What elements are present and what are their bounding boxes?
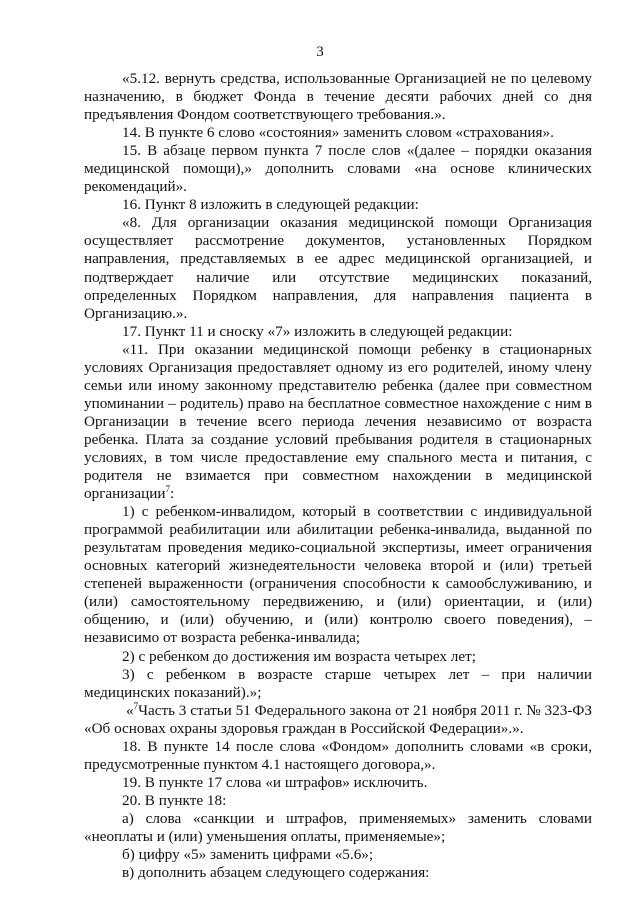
document-body [84, 70, 592, 882]
paragraph-text: 18. В пункте 14 после слова «Фондом» дополнить словами «в сроки, предусмотренные пунктом 4.1 настоящего договора,». [84, 737, 592, 773]
paragraph-text: 20. В пункте 18: [122, 791, 227, 809]
footnote-paragraph [84, 702, 592, 738]
paragraph-text: «5.12. вернуть средства, использованные Организацией не по целевому назначению, в бюджет Фонда в течение десяти рабочих дней со дня предъявления Фондом соответствующего требования.». [84, 70, 592, 124]
paragraph [84, 738, 592, 774]
paragraph-text: «8. Для организации оказания медицинской помощи Организация осуществляет рассмотрение документов, установленных Порядком направления, представляемых в ее адрес медицинской организацией, и подтверждает наличие или отсутствие медицинских показаний, определенных Порядком направления, для направления пациента в Организацию.». [84, 214, 592, 322]
list-item [84, 503, 592, 647]
paragraph [84, 323, 592, 341]
footnote-marker: 7 [165, 484, 171, 495]
paragraph-text: 3) с ребенком в возрасте старше четырех лет – при наличии медицинских показаний).»; [84, 665, 592, 701]
footnote-text: Часть 3 статьи 51 Федерального закона от 21 ноября 2011 г. № 323-ФЗ «Об основах охраны здоровья граждан в Российской Федерации».». [84, 701, 592, 737]
paragraph [84, 792, 592, 810]
list-item [84, 648, 592, 666]
paragraph-text: 17. Пункт 11 и сноску «7» изложить в следующей редакции: [122, 322, 513, 340]
footnote-quote: « [126, 701, 134, 719]
paragraph-text: 2) с ребенком до достижения им возраста четырех лет; [122, 647, 476, 665]
paragraph-text: «11. При оказании медицинской помощи ребенку в стационарных условиях Организация предоставляет одному из его родителей, иному члену семьи или иному законному представителю ребенка (далее при совместном упоминании – родитель) право на бесплатное совместное нахождение с ним в Организации в течение всего периода лечения независимо от возраста ребенка. Плата за создание условий пребывания родителя в стационарных условиях, в том числе предоставление ему спального места и питания, с родителя не взимается при совместном нахождении в медицинской организации [84, 340, 592, 503]
paragraph [84, 196, 592, 214]
paragraph-text: 14. В пункте 6 слово «состояния» заменить словом «страхования». [122, 124, 554, 142]
list-item [84, 846, 592, 864]
list-item [84, 810, 592, 846]
paragraph-text: 15. В абзаце первом пункта 7 после слов «(далее – порядки оказания медицинской помощи),» дополнить словами «на основе клинических рекомендаций». [84, 142, 592, 196]
paragraph-text-tail: : [170, 485, 175, 503]
list-item [84, 864, 592, 882]
list-item [84, 666, 592, 702]
paragraph [84, 142, 592, 196]
paragraph-text: в) дополнить абзацем следующего содержания: [122, 864, 430, 882]
paragraph [84, 214, 592, 322]
paragraph-text: а) слова «санкции и штрафов, применяемых» заменить словами «неоплаты и (или) уменьшения оплаты, применяемые»; [84, 809, 592, 845]
paragraph [84, 124, 592, 142]
paragraph-text: б) цифру «5» заменить цифрами «5.6»; [122, 846, 374, 864]
paragraph [84, 774, 592, 792]
paragraph-text: 19. В пункте 17 слова «и штрафов» исключить. [122, 773, 428, 791]
paragraph-text: 16. Пункт 8 изложить в следующей редакции: [122, 196, 419, 214]
footnote-marker: 7 [133, 700, 139, 711]
paragraph [84, 70, 592, 124]
page-number: 3 [316, 44, 324, 60]
paragraph-text: 1) с ребенком-инвалидом, который в соответствии с индивидуальной программой реабилитации или абилитации ребенка-инвалида, выданной по результатам проведения медико-социальной экспертизы, имеет ограничения основных категорий жизнедеятельности человека второй и (или) третьей степеней выраженности (ограничения способности к самообслуживанию, и (или) самостоятельному передвижению, и (или) ориентации, и (или) общению, и (или) обучению, и (или) контролю своего поведения), – независимо от возраста ребенка-инвалида; [84, 503, 592, 647]
paragraph [84, 341, 592, 503]
